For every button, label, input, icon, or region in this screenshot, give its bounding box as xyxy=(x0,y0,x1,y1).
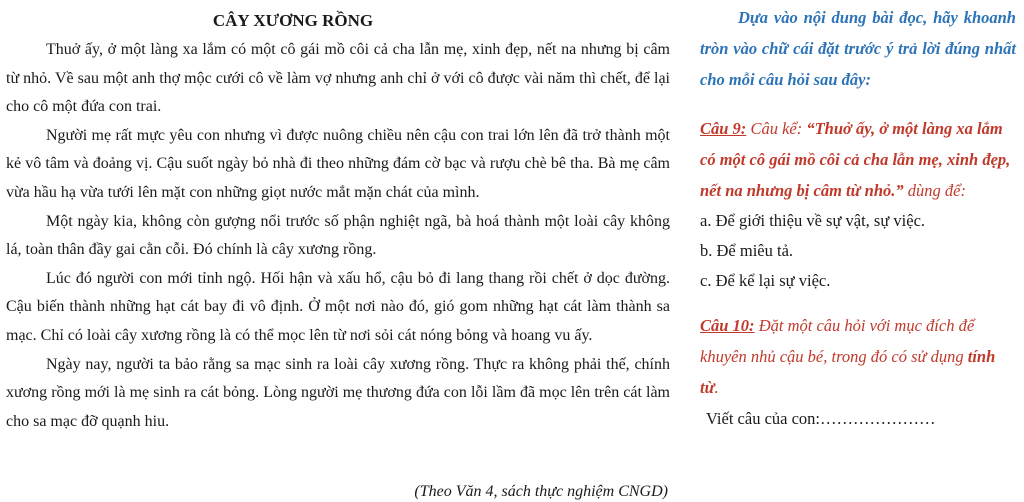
question-9-outro: dùng để: xyxy=(903,181,966,200)
question-10 xyxy=(700,310,1016,403)
story-title: CÂY XƯƠNG RỒNG xyxy=(212,11,374,30)
question-10-end: . xyxy=(714,378,719,397)
instruction-text: Dựa vào nội dung bài đọc, hãy khoanh tròn vào chữ cái đặt trước ý trả lời đúng nhất cho mỗi câu hỏi sau đây: xyxy=(700,8,1016,89)
story-source: (Theo Văn 4, sách thực nghiệm CNGD) xyxy=(414,483,668,500)
option-b[interactable]: b. Để miêu tả. xyxy=(700,241,794,260)
story-paragraph-2: Người mẹ rất mực yêu con nhưng vì được nuông chiều nên cậu con trai lớn lên đã trở thành một kẻ vô tâm và đoảng vị. Cậu suốt ngày bỏ nhà đi theo những đám cờ bạc và rượu chè bê tha. Bà mẹ câm vừa hầu hạ vừa tưới lên mặt con những giọt nước mắt mặn chát của mình. xyxy=(6,126,670,201)
question-9 xyxy=(700,113,1016,206)
story-paragraph-4: Lúc đó người con mới tỉnh ngộ. Hối hận và xấu hổ, cậu bỏ đi lang thang rồi chết ở dọc đường. Cậu biến thành những hạt cát bay đi vô định. Ở một nơi nào đó, gió gom những hạt cát làm thành sa mạc. Chỉ có loài cây xương rồng là có thể mọc lên từ nơi sỏi cát nóng bỏng và hoang vu ấy. xyxy=(6,269,670,344)
question-10-bold: tính từ xyxy=(700,347,996,397)
question-9-intro: Câu kể: xyxy=(746,119,807,138)
question-9-quote: “Thuở ấy, ở một làng xa lắm có một cô gái mồ côi cả cha lẫn mẹ, xinh đẹp, nết na nhưng bị câm từ nhỏ.” xyxy=(700,119,1011,200)
questions-column xyxy=(700,2,1016,434)
story-column xyxy=(6,8,670,436)
answer-prompt[interactable]: Viết câu của con:………………… xyxy=(706,409,936,428)
story-paragraph-3: Một ngày kia, không còn gượng nổi trước số phận nghiệt ngã, bà hoá thành một loài cây không lá, toàn thân đầy gai cằn cỗi. Đó chính là cây xương rồng. xyxy=(6,212,670,259)
question-10-text: Đặt một câu hỏi với mục đích để khuyên nhủ cậu bé, trong đó có sử dụng xyxy=(700,316,975,366)
option-a[interactable]: a. Để giới thiệu về sự vật, sự việc. xyxy=(700,211,926,230)
option-c[interactable]: c. Để kể lại sự việc. xyxy=(700,271,831,290)
spacer xyxy=(700,296,1016,310)
story-paragraph-5: Ngày nay, người ta bảo rằng sa mạc sinh ra loài cây xương rồng. Thực ra không phải thế, chính xương rồng mới là mẹ sinh ra cát bỏng. Lòng người mẹ thương đứa con lỗi lầm đã mọc lên trên cát làm cho sa mạc đỡ quạnh hiu. xyxy=(6,355,670,430)
story-paragraph-1: Thuở ấy, ở một làng xa lắm có một cô gái mồ côi cả cha lẫn mẹ, xinh đẹp, nết na nhưng bị câm từ nhỏ. Về sau một anh thợ mộc cưới cô về làm vợ nhưng anh chỉ ở với cô được vài năm thì chết, để lại cho cô một đứa con trai. xyxy=(6,41,670,116)
question-9-label: Câu 9: xyxy=(700,119,747,138)
question-10-label: Câu 10: xyxy=(700,316,755,335)
